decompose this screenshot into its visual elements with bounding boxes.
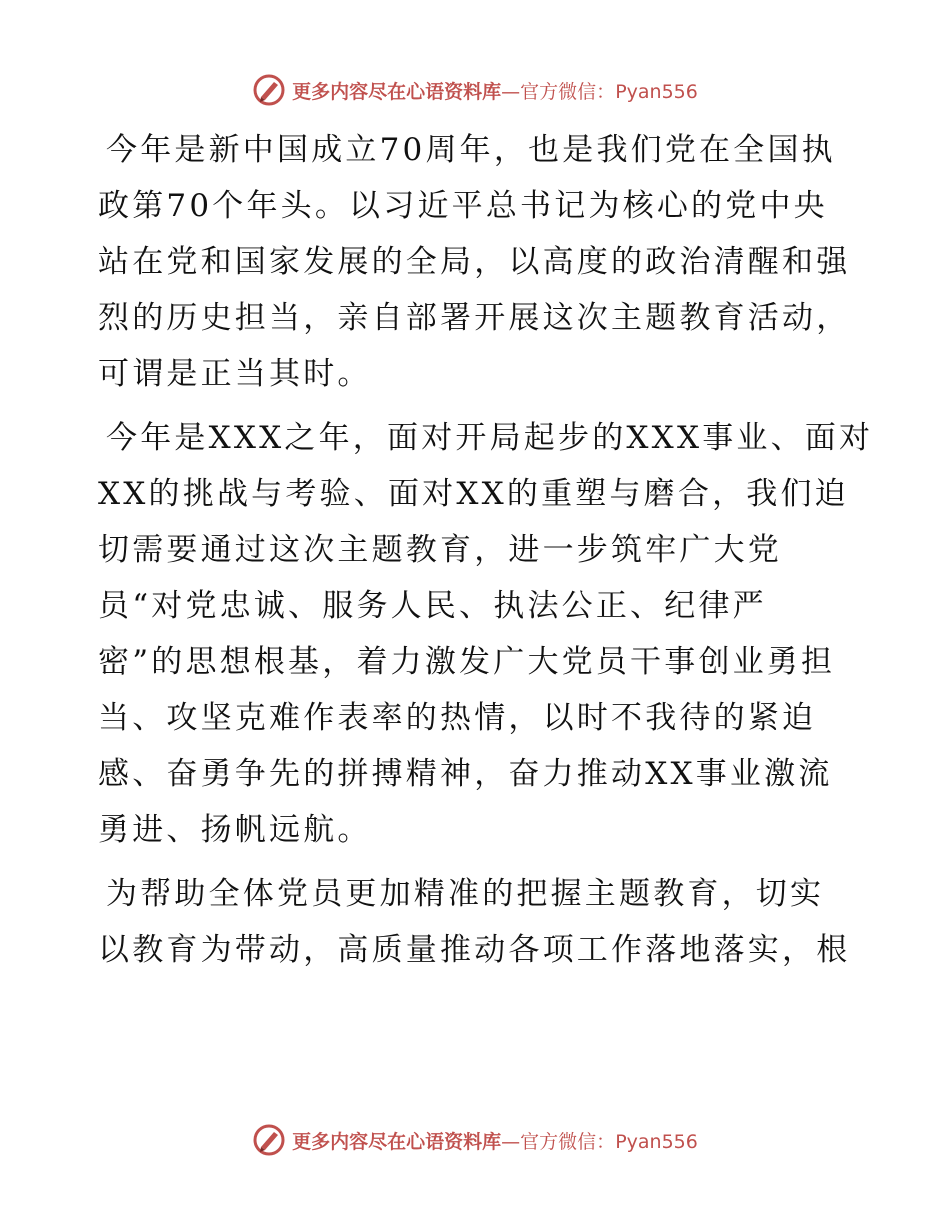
banner-wechat-id: Pyan556 [615, 1130, 698, 1153]
banner-wechat-label: 官方微信： [520, 1130, 616, 1153]
text-line: 为帮助全体党员更加精准的把握主题教育，切实 [106, 876, 825, 912]
banner-wechat-id: Pyan556 [615, 80, 698, 103]
text-line: 勇进、扬帆远航。 [98, 812, 372, 848]
document-body [98, 122, 874, 978]
text-line: 今年是新中国成立70周年，也是我们党在全国执 [106, 132, 836, 168]
pen-logo-icon [252, 73, 286, 107]
text-line: 密”的思想根基，着力激发广大党员干事创业勇担 [98, 644, 836, 680]
banner-lead: 更多内容尽在心语资料库 [292, 80, 502, 103]
text-line: 员“对党忠诚、服务人民、执法公正、纪律严 [98, 588, 767, 624]
text-line: 当、攻坚克难作表率的热情，以时不我待的紧迫 [98, 700, 817, 736]
text-line: XX的挑战与考验、面对XX的重塑与磨合，我们迫 [98, 476, 849, 512]
text-line: 政第70个年头。以习近平总书记为核心的党中央 [98, 188, 828, 224]
paragraph-1 [98, 122, 854, 402]
text-line: 切需要通过这次主题教育，进一步筑牢广大党 [98, 532, 782, 568]
banner-text [292, 77, 698, 104]
banner-wechat-label: 官方微信： [520, 80, 616, 103]
footer-banner [0, 1122, 950, 1158]
pen-logo-icon [252, 1123, 286, 1157]
banner-dash: — [501, 80, 521, 103]
banner-dash: — [501, 1130, 521, 1153]
text-line: 站在党和国家发展的全局，以高度的政治清醒和强 [98, 244, 851, 280]
text-line: 可谓是正当其时。 [98, 356, 372, 392]
text-line: 烈的历史担当，亲自部署开展这次主题教育活动， [98, 300, 851, 336]
banner-text [292, 1127, 698, 1154]
header-banner [0, 72, 950, 108]
paragraph-3 [98, 866, 854, 978]
text-line: 今年是XXX之年，面对开局起步的XXX事业、面对 [106, 420, 874, 456]
text-line: 感、奋勇争先的拼搏精神，奋力推动XX事业激流 [98, 756, 833, 792]
text-line: 以教育为带动，高质量推动各项工作落地落实，根 [98, 932, 851, 968]
paragraph-2 [98, 410, 874, 858]
banner-lead: 更多内容尽在心语资料库 [292, 1130, 502, 1153]
